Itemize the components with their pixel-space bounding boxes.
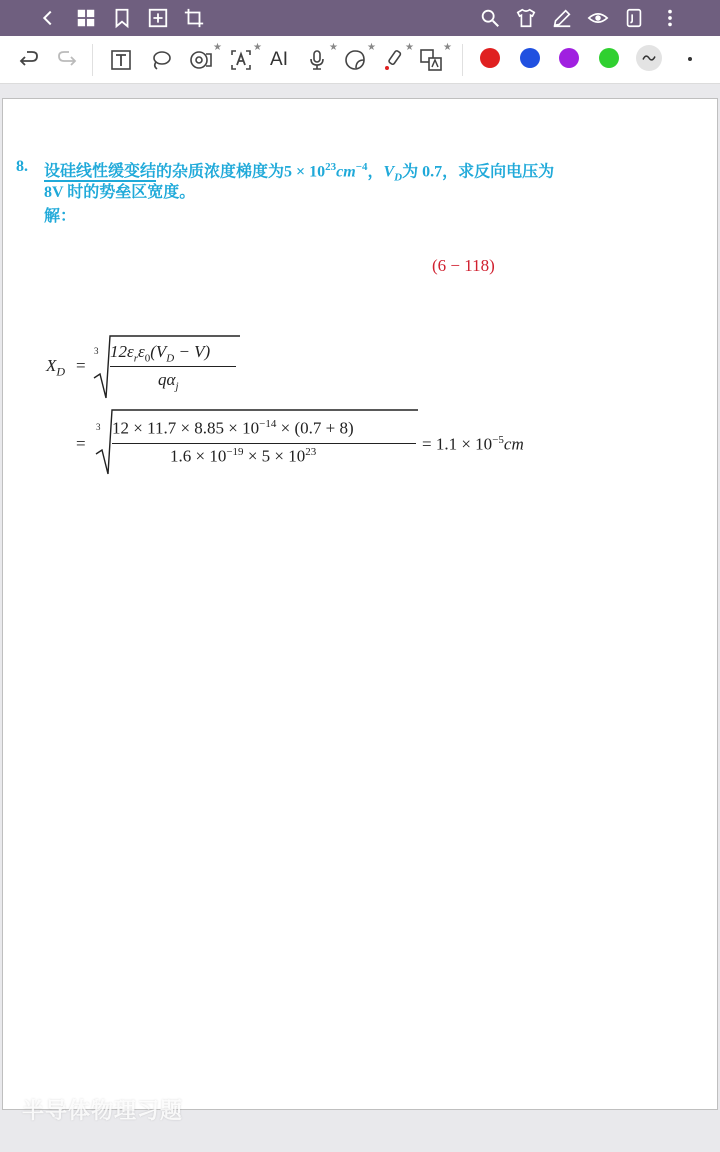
- unit-exponent: −4: [355, 161, 368, 173]
- premium-star-icon: ★: [405, 42, 414, 53]
- document-icon[interactable]: [622, 6, 646, 30]
- back-icon[interactable]: [36, 6, 60, 30]
- shirt-icon[interactable]: [514, 6, 538, 30]
- underlined-text: 设硅线性缓变结: [44, 163, 157, 181]
- app-top-bar: [0, 0, 720, 36]
- fraction-bar: [110, 366, 236, 367]
- premium-star-icon: ★: [253, 42, 262, 53]
- problem-number: 8.: [16, 158, 28, 175]
- denominator-2: $1.6 \times 10^{-19} \times 5 \times 10^{23}$: [170, 446, 317, 466]
- search-icon[interactable]: [478, 6, 502, 30]
- gradient-value: 5 × 10: [284, 163, 326, 181]
- toolbar-divider: [462, 44, 463, 76]
- ocr-text-icon[interactable]: [226, 42, 262, 74]
- toolbar-divider: [92, 44, 93, 76]
- crop-icon[interactable]: [182, 6, 206, 30]
- pen-icon[interactable]: [550, 6, 574, 30]
- equals-sign: =: [76, 434, 86, 453]
- equals-sign: =: [76, 356, 86, 375]
- numerator-1: $12\varepsilon_r\varepsilon_0(V_D - V)$: [110, 342, 211, 365]
- watermark-text: 半导体物理习题: [22, 1098, 184, 1123]
- denominator-1: $q\alpha_j$: [158, 370, 179, 393]
- tape-icon[interactable]: [186, 42, 222, 74]
- color-swatch-red[interactable]: [480, 48, 500, 68]
- laser-pointer-icon[interactable]: [378, 42, 414, 74]
- stroke-style-button[interactable]: [636, 45, 662, 71]
- premium-star-icon: ★: [329, 42, 338, 53]
- equation-number: (6 − 118): [432, 256, 495, 275]
- premium-star-icon: ★: [367, 42, 376, 53]
- color-swatch-blue[interactable]: [520, 48, 540, 68]
- bookmark-icon[interactable]: [110, 6, 134, 30]
- color-swatch-green[interactable]: [599, 48, 619, 68]
- numerator-2: $12 \times 11.7 \times 8.85 \times 10^{-14} \times (0.7 + 8)$: [112, 418, 354, 438]
- redo-icon[interactable]: [52, 46, 82, 74]
- eye-icon[interactable]: [586, 6, 610, 30]
- lasso-icon[interactable]: [146, 46, 176, 74]
- sticker-icon[interactable]: [340, 42, 376, 74]
- premium-star-icon: ★: [443, 42, 452, 53]
- solve-label: 解：: [44, 208, 77, 225]
- gradient-exponent: 23: [325, 161, 337, 173]
- problem-line-2: 8V 时的势垒区宽度。: [44, 184, 196, 201]
- vd-symbol: V: [383, 163, 395, 181]
- vd-text: 为 0.7，求反向电压为: [402, 163, 555, 181]
- more-icon[interactable]: [658, 6, 682, 30]
- root-index: 3: [96, 422, 101, 432]
- equation-lhs: $X_D$: [46, 356, 66, 379]
- vd-subscript: D: [394, 171, 403, 184]
- undo-icon[interactable]: [14, 46, 44, 74]
- comma: ，: [367, 163, 384, 181]
- ai-label: AI: [270, 49, 288, 70]
- problem-text: 的杂质浓度梯度为: [156, 163, 285, 181]
- grid-icon[interactable]: [74, 6, 98, 30]
- color-swatch-purple[interactable]: [559, 48, 579, 68]
- unit-cm: cm: [336, 163, 356, 181]
- wave-icon: [640, 49, 658, 67]
- more-colors-dot-icon[interactable]: [688, 57, 692, 61]
- fraction-bar: [112, 443, 416, 444]
- microphone-icon[interactable]: [302, 42, 338, 74]
- translate-icon[interactable]: [416, 42, 452, 74]
- add-page-icon[interactable]: [146, 6, 170, 30]
- ai-button[interactable]: [264, 46, 294, 74]
- clipped-previous-line: [44, 144, 364, 150]
- premium-star-icon: ★: [213, 42, 222, 53]
- text-tool-icon[interactable]: [106, 46, 136, 74]
- note-page[interactable]: [2, 98, 718, 1110]
- result: = $1.1 \times 10^{-5}cm$: [422, 434, 524, 454]
- root-index: 3: [94, 346, 99, 356]
